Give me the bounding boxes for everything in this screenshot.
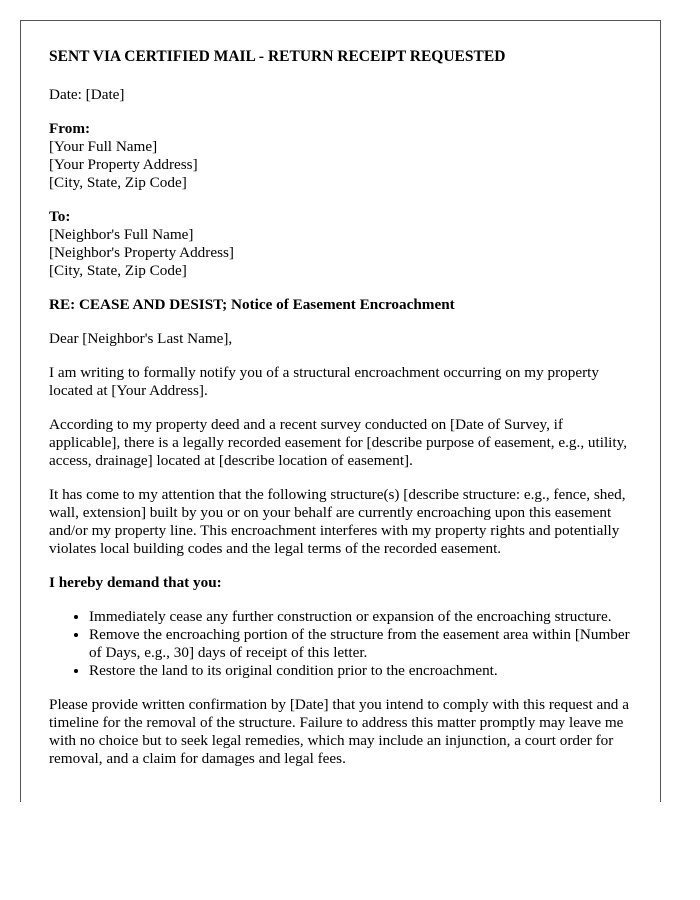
from-address: [Your Property Address] [49, 156, 198, 173]
to-address: [Neighbor's Property Address] [49, 244, 234, 261]
date-line: Date: [Date] [49, 86, 125, 103]
body-paragraph: According to my property deed and a recent survey conducted on [Date of Survey, if applicable], there is a legally recorded easement for [describe purpose of easement, e.g., utility, access, drainage] located at [describe location of easement]. [49, 416, 628, 469]
from-label: From: [49, 120, 91, 137]
demand-list [49, 608, 632, 680]
letter-document [20, 20, 661, 802]
demand-heading: I hereby demand that you: [49, 574, 222, 591]
to-name: [Neighbor's Full Name] [49, 226, 194, 243]
salutation: Dear [Neighbor's Last Name], [49, 330, 233, 347]
to-label: To: [49, 208, 71, 225]
from-block [49, 120, 632, 192]
from-city: [City, State, Zip Code] [49, 174, 187, 191]
letter-heading: SENT VIA CERTIFIED MAIL - RETURN RECEIPT REQUESTED [49, 48, 506, 65]
demand-item: • Immediately cease any further construction or expansion of the encroaching structure. [89, 608, 632, 626]
to-city: [City, State, Zip Code] [49, 262, 187, 279]
closing-paragraph: Please provide written confirmation by [Date] that you intend to comply with this request and a timeline for the removal of the structure. Failure to address this matter promptly may leave me with no choice but to seek legal remedies, which may include an injunction, a court order for removal, and a claim for damages and legal fees. [49, 696, 629, 767]
to-block [49, 208, 632, 280]
demand-item: • Restore the land to its original condition prior to the encroachment. [89, 662, 632, 680]
body-paragraph: I am writing to formally notify you of a structural encroachment occurring on my property located at [Your Address]. [49, 364, 599, 399]
from-name: [Your Full Name] [49, 138, 158, 155]
subject-line: RE: CEASE AND DESIST; Notice of Easement Encroachment [49, 296, 455, 313]
demand-item: • Remove the encroaching portion of the structure from the easement area within [Number of Days, e.g., 30] days of receipt of this letter. [89, 626, 632, 662]
body-paragraph: It has come to my attention that the following structure(s) [describe structure: e.g., fence, shed, wall, extension] built by you or on your behalf are currently encroaching upon this easement and/or my property line. This encroachment interferes with my property rights and potentially violates local building codes and the legal terms of the recorded easement. [49, 486, 626, 557]
